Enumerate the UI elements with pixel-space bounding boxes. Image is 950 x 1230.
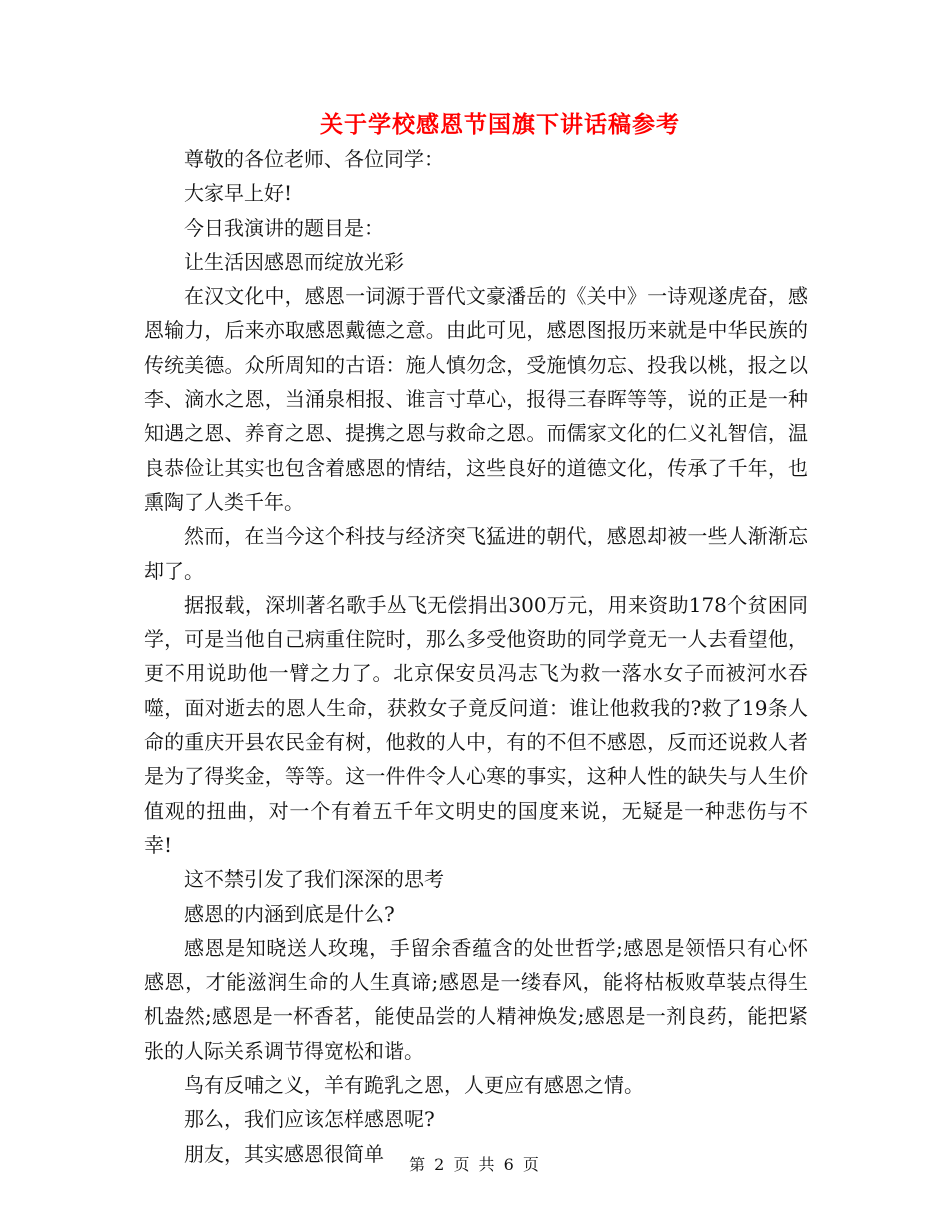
- paragraph: 让生活因感恩而绽放光彩: [184, 249, 404, 274]
- paragraph: 感恩是知晓送人玫瑰，手留余香蕴含的处世哲学;感恩是领悟只有心怀感恩，才能滋润生命的人生真谛;感恩是一缕春风，能将枯板败草装点得生机盎然;感恩是一杯香茗，能使品尝的人精神焕发;感恩是一剂良药，能把紧张的人际关系调节得宽松和谐。: [144, 935, 808, 1063]
- document-title: 关于学校感恩节国旗下讲话稿参考: [320, 111, 680, 138]
- paragraph: 尊敬的各位老师、各位同学：: [184, 147, 444, 171]
- paragraph: 这不禁引发了我们深深的思考: [184, 867, 444, 892]
- paragraph: 在汉文化中，感恩一词源于晋代文豪潘岳的《关中》一诗观遂虎奋，感恩输力，后来亦取感恩戴德之意。由此可见，感恩图报历来就是中华民族的传统美德。众所周知的古语：施人慎勿念，受施慎勿忘、投我以桃，报之以李、滴水之恩，当涌泉相报、谁言寸草心，报得三春晖等等，说的正是一种知遇之恩、养育之恩、提携之恩与救命之恩。而儒家文化的仁义礼智信，温良恭俭让其实也包含着感恩的情结，这些良好的道德文化，传承了千年，也熏陶了人类千年。: [144, 284, 808, 514]
- paragraph: 感恩的内涵到底是什么?: [184, 901, 395, 926]
- paragraph: 大家早上好!: [184, 181, 293, 206]
- paragraph: 鸟有反哺之义，羊有跪乳之恩，人更应有感恩之情。: [184, 1073, 644, 1098]
- paragraph: 今日我演讲的题目是：: [184, 215, 384, 240]
- paragraph: 然而，在当今这个科技与经济突飞猛进的朝代，感恩却被一些人渐渐忘却了。: [144, 524, 808, 583]
- page-footer: 第 2 页 共 6 页: [409, 1155, 541, 1174]
- document-body: [144, 142, 808, 1171]
- paragraph: 那么，我们应该怎样感恩呢?: [184, 1107, 435, 1132]
- paragraph: 据报载，深圳著名歌手丛飞无偿捐出300万元，用来资助178个贫困同学，可是当他自己病重住院时，那么多受他资助的同学竟无一人去看望他，更不用说助他一臂之力了。北京保安员冯志飞为救一落水女子而被河水吞噬，面对逝去的恩人生命，获救女子竟反问道：谁让他救我的?救了19条人命的重庆开县农民金有树，他救的人中，有的不但不感恩，反而还说救人者是为了得奖金，等等。这一件件令人心寒的事实，这种人性的缺失与人生价值观的扭曲，对一个有着五千年文明史的国度来说，无疑是一种悲伤与不幸!: [144, 592, 808, 857]
- paragraph: 朋友，其实感恩很简单: [184, 1141, 384, 1166]
